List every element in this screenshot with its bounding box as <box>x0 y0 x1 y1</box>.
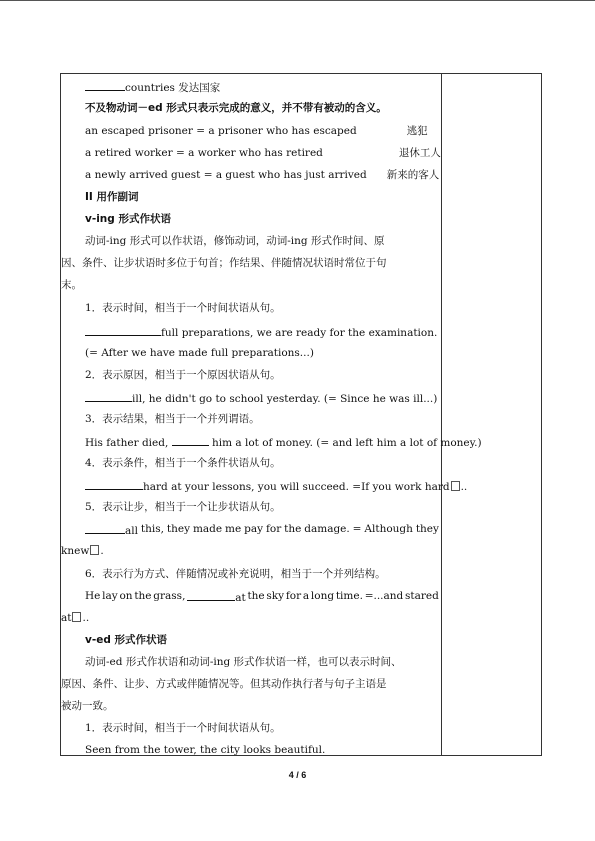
item-2-reason: 2．表示原因，相当于一个原因状语从句。 <box>85 369 281 381</box>
ving-para-1: 动词-ing 形式可以作状语，修饰动词，动词-ing 形式作时间、原 <box>85 235 385 247</box>
example-concession-cont: knew . <box>61 545 104 557</box>
item-5-concession: 5．表示让步，相当于一个让步状语从句。 <box>85 501 281 513</box>
column-divider <box>441 74 442 755</box>
missing-glyph-box <box>451 481 460 491</box>
subsection-ving: v-ing 形式作状语 <box>85 213 171 225</box>
section-heading: II 用作副词 <box>85 191 139 203</box>
line-developed-countries: countries 发达国家 <box>85 79 220 95</box>
example-time: full preparations, we are ready for the examination. <box>85 324 437 340</box>
ved-para-1: 动词-ed 形式作状语和动词-ing 形式作状语一样，也可以表示时间、 <box>85 656 402 668</box>
fill-blank[interactable] <box>85 522 125 534</box>
item-6-manner: 6．表示行为方式、伴随情况或补充说明，相当于一个并列结构。 <box>85 568 386 580</box>
fill-blank[interactable] <box>85 324 161 336</box>
example-retired: a retired worker = a worker who has retired 退休工人 <box>85 147 441 159</box>
top-rule <box>0 0 595 1</box>
item-3-result: 3．表示结果，相当于一个并列谓语。 <box>85 413 260 425</box>
example-result: His father died, him a lot of money. (= and left him a lot of money.) <box>85 434 482 450</box>
example-arrived: a newly arrived guest = a guest who has just arrived 新来的客人 <box>85 169 440 181</box>
item-1-time: 1．表示时间，相当于一个时间状语从句。 <box>85 302 281 314</box>
content-table <box>60 73 542 756</box>
ving-para-3: 末。 <box>61 279 82 291</box>
page-number: 4 / 6 <box>288 770 307 780</box>
missing-glyph-box <box>90 545 99 555</box>
example-concession: all this, they made me pay for the damage. = Although they <box>85 522 439 538</box>
fill-blank[interactable] <box>85 390 132 402</box>
example-escaped: an escaped prisoner = a prisoner who has escaped 逃犯 <box>85 125 428 137</box>
rule-note: 不及物动词－ed 形式只表示完成的意义，并不带有被动的含义。 <box>85 102 387 114</box>
ved-para-3: 被动一致。 <box>61 700 114 712</box>
example-manner-cont: at .. <box>61 612 90 624</box>
item-4-condition: 4．表示条件，相当于一个条件状语从句。 <box>85 457 281 469</box>
example-time-paraphrase: (= After we have made full preparations...) <box>85 347 314 359</box>
ved-para-2: 原因、条件、让步、方式或伴随情况等。但其动作执行者与句子主语是 <box>61 678 387 690</box>
ved-item-1-time: 1．表示时间，相当于一个时间状语从句。 <box>85 722 281 734</box>
fill-blank[interactable] <box>85 478 143 490</box>
fill-blank[interactable] <box>172 434 209 446</box>
example-reason: ill, he didn't go to school yesterday. (= Since he was ill...) <box>85 390 437 406</box>
example-manner: He lay on the grass, at the sky for a long time. =...and stared <box>85 590 439 604</box>
fill-blank[interactable] <box>85 79 125 91</box>
subsection-ved: v-ed 形式作状语 <box>85 634 167 646</box>
ved-example-time: Seen from the tower, the city looks beautiful. <box>85 744 326 756</box>
ving-para-2: 因、条件、让步状语时多位于句首；作结果、伴随情况状语时常位于句 <box>61 257 387 269</box>
example-condition: hard at your lessons, you will succeed. =If you work hard .. <box>85 478 467 494</box>
missing-glyph-box <box>72 612 81 622</box>
fill-blank[interactable] <box>187 589 235 601</box>
